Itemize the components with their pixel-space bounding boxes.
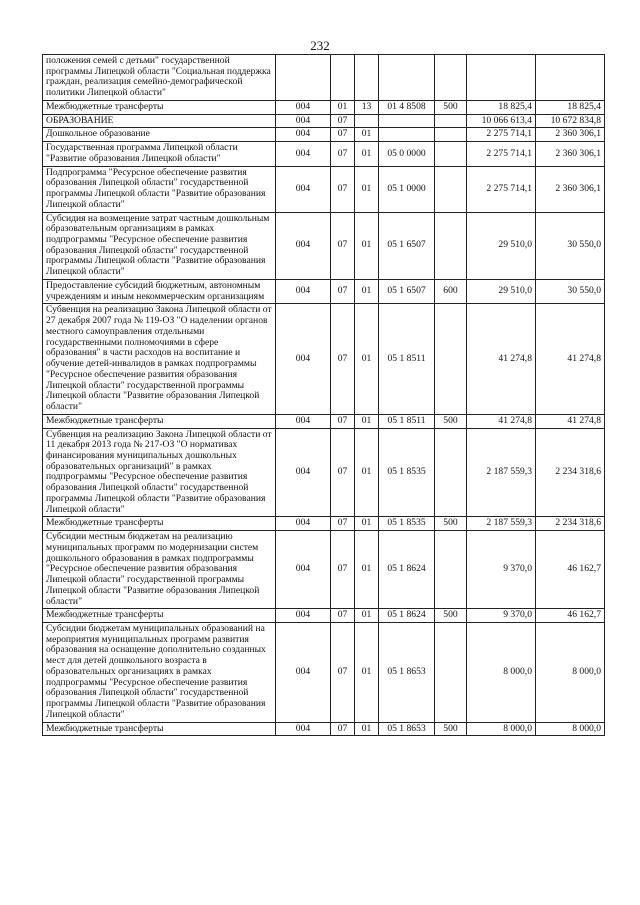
table-row	[43, 609, 605, 623]
row-name: Субсидии бюджетам муниципальных образований на мероприятия муниципальных программ развития образования на оснащение дополнительно созданных мест для детей дошкольного возраста в образовательных организациях в рамках подпрограммы "Ресурсное обеспечение развития образования Липецкой области" государственной программы Липецкой области "Развитие образования Липецкой области"	[43, 622, 276, 722]
row-expense-type	[435, 55, 467, 101]
row-expense-type: 500	[435, 722, 467, 736]
row-amount-year1: 8 000,0	[467, 722, 536, 736]
row-name: положения семей с детьми" государственной программы Липецкой области "Социальная поддержка граждан, реализация семейно-демографической политики Липецкой области"	[43, 55, 276, 101]
row-target-article	[379, 55, 435, 101]
row-amount-year1: 2 275 714,1	[467, 142, 536, 166]
table-row	[43, 531, 605, 609]
row-expense-type: 500	[435, 414, 467, 428]
row-name: ОБРАЗОВАНИЕ	[43, 114, 276, 128]
row-expense-type	[435, 114, 467, 128]
row-admin-code: 004	[276, 517, 331, 531]
row-amount-year1: 9 370,0	[467, 531, 536, 609]
budget-table	[42, 54, 605, 736]
row-amount-year2: 10 672 834,8	[536, 114, 605, 128]
row-amount-year1: 29 510,0	[467, 212, 536, 279]
table-row	[43, 166, 605, 212]
row-amount-year2	[536, 55, 605, 101]
row-subsection: 01	[355, 609, 379, 623]
row-name: Межбюджетные трансферты	[43, 414, 276, 428]
row-subsection: 01	[355, 142, 379, 166]
row-amount-year1: 2 275 714,1	[467, 166, 536, 212]
row-name: Межбюджетные трансферты	[43, 517, 276, 531]
row-amount-year2: 8 000,0	[536, 622, 605, 722]
row-admin-code: 004	[276, 609, 331, 623]
row-section	[331, 55, 355, 101]
row-amount-year2: 41 274,8	[536, 414, 605, 428]
row-expense-type	[435, 128, 467, 142]
row-section: 07	[331, 722, 355, 736]
row-expense-type: 500	[435, 517, 467, 531]
row-section: 07	[331, 428, 355, 517]
row-expense-type: 500	[435, 609, 467, 623]
table-row	[43, 279, 605, 303]
row-target-article: 05 1 8653	[379, 722, 435, 736]
row-subsection: 01	[355, 304, 379, 414]
row-target-article	[379, 128, 435, 142]
row-admin-code: 004	[276, 279, 331, 303]
row-amount-year2: 2 234 318,6	[536, 517, 605, 531]
table-row	[43, 128, 605, 142]
row-amount-year1: 41 274,8	[467, 414, 536, 428]
row-subsection: 01	[355, 531, 379, 609]
row-admin-code: 004	[276, 531, 331, 609]
row-amount-year1: 18 825,4	[467, 100, 536, 114]
row-name: Государственная программа Липецкой области "Развитие образования Липецкой области"	[43, 142, 276, 166]
row-expense-type	[435, 531, 467, 609]
row-target-article: 05 1 8624	[379, 609, 435, 623]
row-name: Субсидии местным бюджетам на реализацию муниципальных программ по модернизации систем дошкольного образования в рамках подпрограммы "Ресурсное обеспечение развития образования Липецкой области" государственной программы Липецкой области "Развитие образования Липецкой области"	[43, 531, 276, 609]
row-amount-year2: 18 825,4	[536, 100, 605, 114]
row-target-article: 05 1 8511	[379, 414, 435, 428]
row-name: Дошкольное образование	[43, 128, 276, 142]
row-amount-year2: 30 550,0	[536, 212, 605, 279]
row-subsection: 01	[355, 279, 379, 303]
row-admin-code: 004	[276, 414, 331, 428]
row-subsection: 01	[355, 517, 379, 531]
table-row	[43, 517, 605, 531]
row-admin-code: 004	[276, 722, 331, 736]
row-section: 01	[331, 100, 355, 114]
row-amount-year2: 2 360 306,1	[536, 166, 605, 212]
row-admin-code: 004	[276, 100, 331, 114]
row-admin-code: 004	[276, 128, 331, 142]
row-expense-type	[435, 622, 467, 722]
row-amount-year2: 46 162,7	[536, 609, 605, 623]
row-section: 07	[331, 304, 355, 414]
row-amount-year2: 46 162,7	[536, 531, 605, 609]
row-target-article: 05 1 8653	[379, 622, 435, 722]
row-amount-year2: 2 234 318,6	[536, 428, 605, 517]
row-amount-year1	[467, 55, 536, 101]
row-admin-code: 004	[276, 142, 331, 166]
row-admin-code: 004	[276, 166, 331, 212]
row-target-article: 05 1 8535	[379, 517, 435, 531]
row-amount-year1: 2 187 559,3	[467, 428, 536, 517]
row-expense-type	[435, 428, 467, 517]
table-row	[43, 722, 605, 736]
row-admin-code: 004	[276, 212, 331, 279]
row-amount-year1: 10 066 613,4	[467, 114, 536, 128]
row-admin-code: 004	[276, 622, 331, 722]
row-name: Субвенция на реализацию Закона Липецкой области от 11 декабря 2013 года № 217-ОЗ "О нормативах финансирования муниципальных дошкольных образовательных организаций" в рамках подпрограммы "Ресурсное обеспечение развития образования Липецкой области" государственной программы Липецкой области "Развитие образования Липецкой области"	[43, 428, 276, 517]
row-target-article: 05 1 8535	[379, 428, 435, 517]
table-row	[43, 414, 605, 428]
table-row	[43, 100, 605, 114]
row-name: Предоставление субсидий бюджетным, автономным учреждениям и иным некоммерческим организациям	[43, 279, 276, 303]
row-name: Межбюджетные трансферты	[43, 609, 276, 623]
table-row	[43, 428, 605, 517]
row-name: Субсидия на возмещение затрат частным дошкольным образовательным организациям в рамках подпрограммы "Ресурсное обеспечение развития образования Липецкой области" государственной программы Липецкой области "Развитие образования Липецкой области"	[43, 212, 276, 279]
row-subsection	[355, 114, 379, 128]
row-expense-type	[435, 142, 467, 166]
row-amount-year2: 2 360 306,1	[536, 142, 605, 166]
row-section: 07	[331, 114, 355, 128]
row-amount-year1: 41 274,8	[467, 304, 536, 414]
row-target-article: 05 1 8624	[379, 531, 435, 609]
row-subsection: 01	[355, 128, 379, 142]
row-admin-code: 004	[276, 428, 331, 517]
table-row	[43, 55, 605, 101]
row-section: 07	[331, 517, 355, 531]
row-expense-type	[435, 212, 467, 279]
row-amount-year1: 9 370,0	[467, 609, 536, 623]
row-section: 07	[331, 622, 355, 722]
row-section: 07	[331, 279, 355, 303]
row-section: 07	[331, 166, 355, 212]
page-number: 232	[310, 38, 330, 53]
row-section: 07	[331, 609, 355, 623]
row-subsection: 01	[355, 414, 379, 428]
row-subsection: 01	[355, 428, 379, 517]
table-row	[43, 304, 605, 414]
table-row	[43, 142, 605, 166]
row-section: 07	[331, 531, 355, 609]
row-amount-year1: 29 510,0	[467, 279, 536, 303]
row-amount-year2: 2 360 306,1	[536, 128, 605, 142]
row-section: 07	[331, 212, 355, 279]
row-subsection: 01	[355, 166, 379, 212]
row-subsection	[355, 55, 379, 101]
row-section: 07	[331, 414, 355, 428]
row-subsection: 01	[355, 622, 379, 722]
table-row	[43, 622, 605, 722]
table-row	[43, 212, 605, 279]
row-target-article: 05 1 0000	[379, 166, 435, 212]
row-amount-year2: 8 000,0	[536, 722, 605, 736]
row-section: 07	[331, 128, 355, 142]
row-name: Межбюджетные трансферты	[43, 100, 276, 114]
row-expense-type	[435, 166, 467, 212]
row-expense-type: 600	[435, 279, 467, 303]
row-admin-code	[276, 55, 331, 101]
row-name: Субвенция на реализацию Закона Липецкой области от 27 декабря 2007 года № 119-ОЗ "О наделении органов местного самоуправления отдельными государственными полномочиями в сфере образования" в части расходов на воспитание и обучение детей-инвалидов в рамках подпрограммы "Ресурсное обеспечение развития образования Липецкой области" государственной программы Липецкой области "Развитие образования Липецкой области"	[43, 304, 276, 414]
row-subsection: 13	[355, 100, 379, 114]
row-subsection: 01	[355, 212, 379, 279]
row-target-article: 05 1 6507	[379, 279, 435, 303]
row-name: Межбюджетные трансферты	[43, 722, 276, 736]
row-target-article	[379, 114, 435, 128]
row-target-article: 01 4 8508	[379, 100, 435, 114]
row-amount-year2: 30 550,0	[536, 279, 605, 303]
row-expense-type: 500	[435, 100, 467, 114]
row-amount-year1: 8 000,0	[467, 622, 536, 722]
row-amount-year1: 2 187 559,3	[467, 517, 536, 531]
row-name: Подпрограмма "Ресурсное обеспечение развития образования Липецкой области" государственной программы Липецкой области "Развитие образования Липецкой области"	[43, 166, 276, 212]
row-expense-type	[435, 304, 467, 414]
row-admin-code: 004	[276, 304, 331, 414]
row-target-article: 05 1 6507	[379, 212, 435, 279]
row-subsection: 01	[355, 722, 379, 736]
row-admin-code: 004	[276, 114, 331, 128]
row-amount-year2: 41 274,8	[536, 304, 605, 414]
table-row	[43, 114, 605, 128]
row-target-article: 05 1 8511	[379, 304, 435, 414]
row-section: 07	[331, 142, 355, 166]
row-target-article: 05 0 0000	[379, 142, 435, 166]
row-amount-year1: 2 275 714,1	[467, 128, 536, 142]
